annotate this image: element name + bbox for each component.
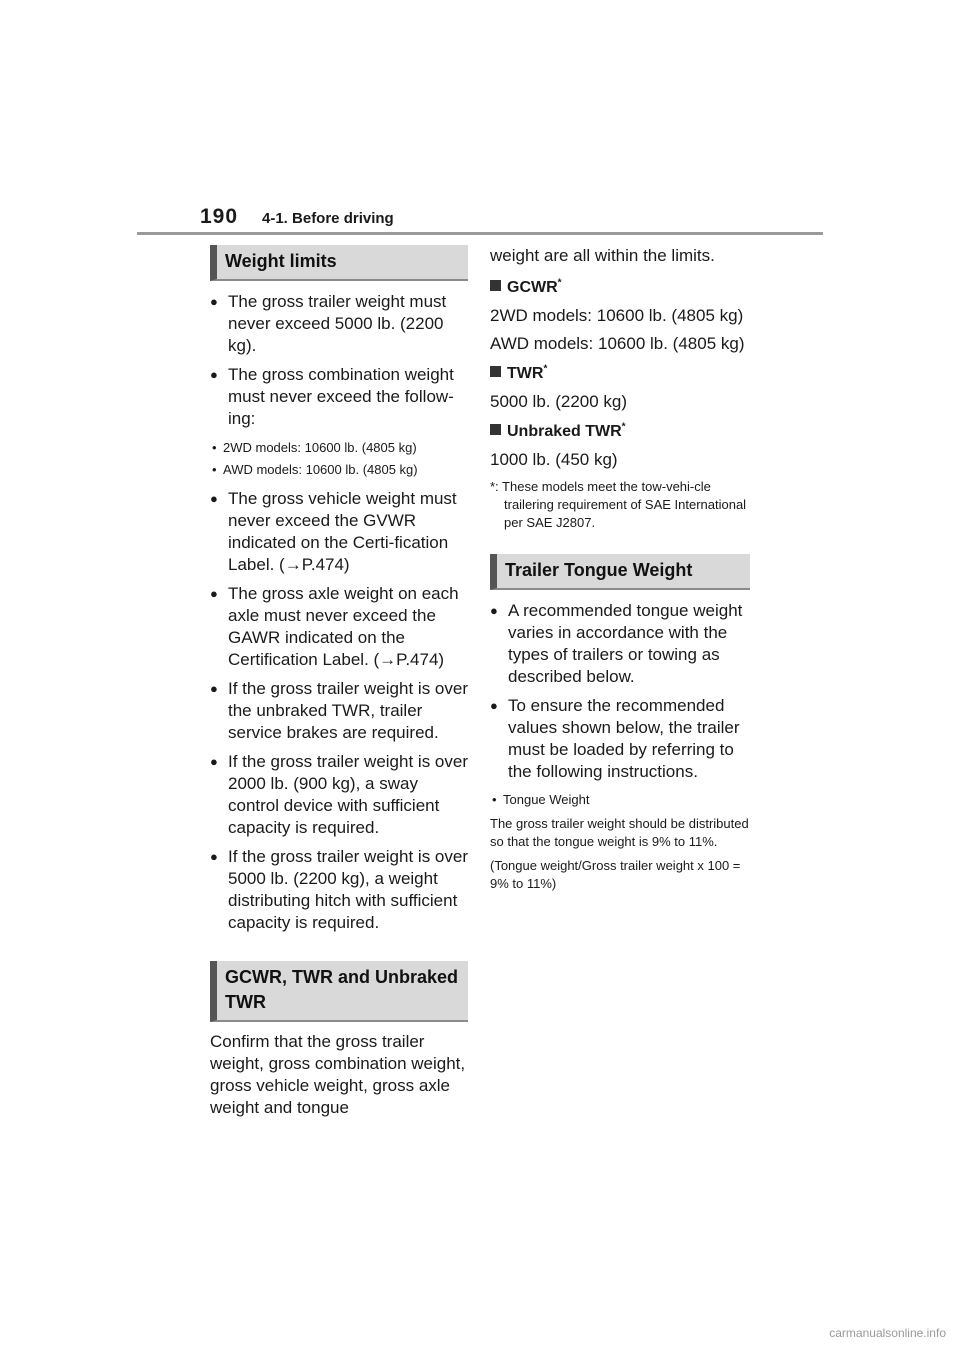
sub-bullet-item: • AWD models: 10600 lb. (4805 kg) — [210, 461, 468, 479]
gcwr-label: GCWR — [507, 279, 558, 296]
bullet-item: ● To ensure the recommended values shown below, the trailer must be loaded by referring to the following instructions. — [490, 695, 750, 783]
bullet-item: ● The gross trailer weight must never exceed 5000 lb. (2200 kg). — [210, 291, 468, 357]
asterisk-mark: * — [557, 277, 562, 289]
sub-bullet-item: • 2WD models: 10600 lb. (4805 kg) — [210, 439, 468, 457]
bullet-item: ● The gross vehicle weight must never exceed the GVWR indicated on the Certi-fication Label. (→P.474) — [210, 488, 468, 576]
twr-subheading — [490, 363, 750, 385]
square-bullet-icon — [490, 424, 501, 435]
unbraked-twr-subheading — [490, 421, 750, 443]
bullet-item: ● The gross combination weight must never exceed the follow-ing: — [210, 364, 468, 430]
sub-bullet-item: • Tongue Weight — [490, 791, 750, 809]
left-column — [210, 245, 468, 1119]
gcwr-heading: GCWR, TWR and Unbraked TWR — [210, 961, 468, 1022]
right-column — [490, 245, 750, 893]
tongue-formula: (Tongue weight/Gross trailer weight x 100 = 9% to 11%) — [490, 858, 741, 891]
tongue-weight-heading: Trailer Tongue Weight — [490, 554, 750, 590]
bullet-item: ● If the gross trailer weight is over 5000 lb. (2200 kg), a weight distributing hitch with sufficient capacity is required. — [210, 846, 468, 934]
tongue-paragraph: The gross trailer weight should be distributed so that the tongue weight is 9% to 11%. — [490, 816, 749, 849]
twr-label: TWR — [507, 365, 544, 382]
continuation-text: weight are all within the limits. — [490, 246, 715, 265]
bullet-item: ● If the gross trailer weight is over the unbraked TWR, trailer service brakes are required. — [210, 678, 468, 744]
gcwr-subheading — [490, 277, 750, 299]
asterisk-mark: * — [621, 421, 626, 433]
bullet-item: ● If the gross trailer weight is over 2000 lb. (900 kg), a sway control device with sufficient capacity is required. — [210, 751, 468, 839]
unbraked-twr-label: Unbraked TWR — [507, 423, 622, 440]
unbraked-twr-value: 1000 lb. (450 kg) — [490, 450, 618, 469]
header-rule — [137, 232, 823, 235]
watermark: carmanualsonline.info — [829, 1326, 946, 1340]
section-title: 4-1. Before driving — [262, 210, 394, 227]
bullet-item: ● A recommended tongue weight varies in accordance with the types of trailers or towing as described below. — [490, 600, 750, 688]
footnote: *: These models meet the tow-vehi-cle trailering requirement of SAE International per SAE J2807. — [490, 479, 747, 530]
square-bullet-icon — [490, 366, 501, 377]
twr-value: 5000 lb. (2200 kg) — [490, 392, 628, 411]
gcwr-line: AWD models: 10600 lb. (4805 kg) — [490, 334, 745, 353]
gcwr-paragraph: Confirm that the gross trailer weight, gross combination weight, gross vehicle weight, gross axle weight and tongue — [210, 1032, 466, 1117]
page-number: 190 — [200, 205, 239, 228]
gcwr-line: 2WD models: 10600 lb. (4805 kg) — [490, 306, 744, 325]
weight-limits-heading: Weight limits — [210, 245, 468, 281]
bullet-item: ● The gross axle weight on each axle must never exceed the GAWR indicated on the Certification Label. (→P.474) — [210, 583, 468, 671]
asterisk-mark: * — [543, 363, 548, 375]
square-bullet-icon — [490, 280, 501, 291]
